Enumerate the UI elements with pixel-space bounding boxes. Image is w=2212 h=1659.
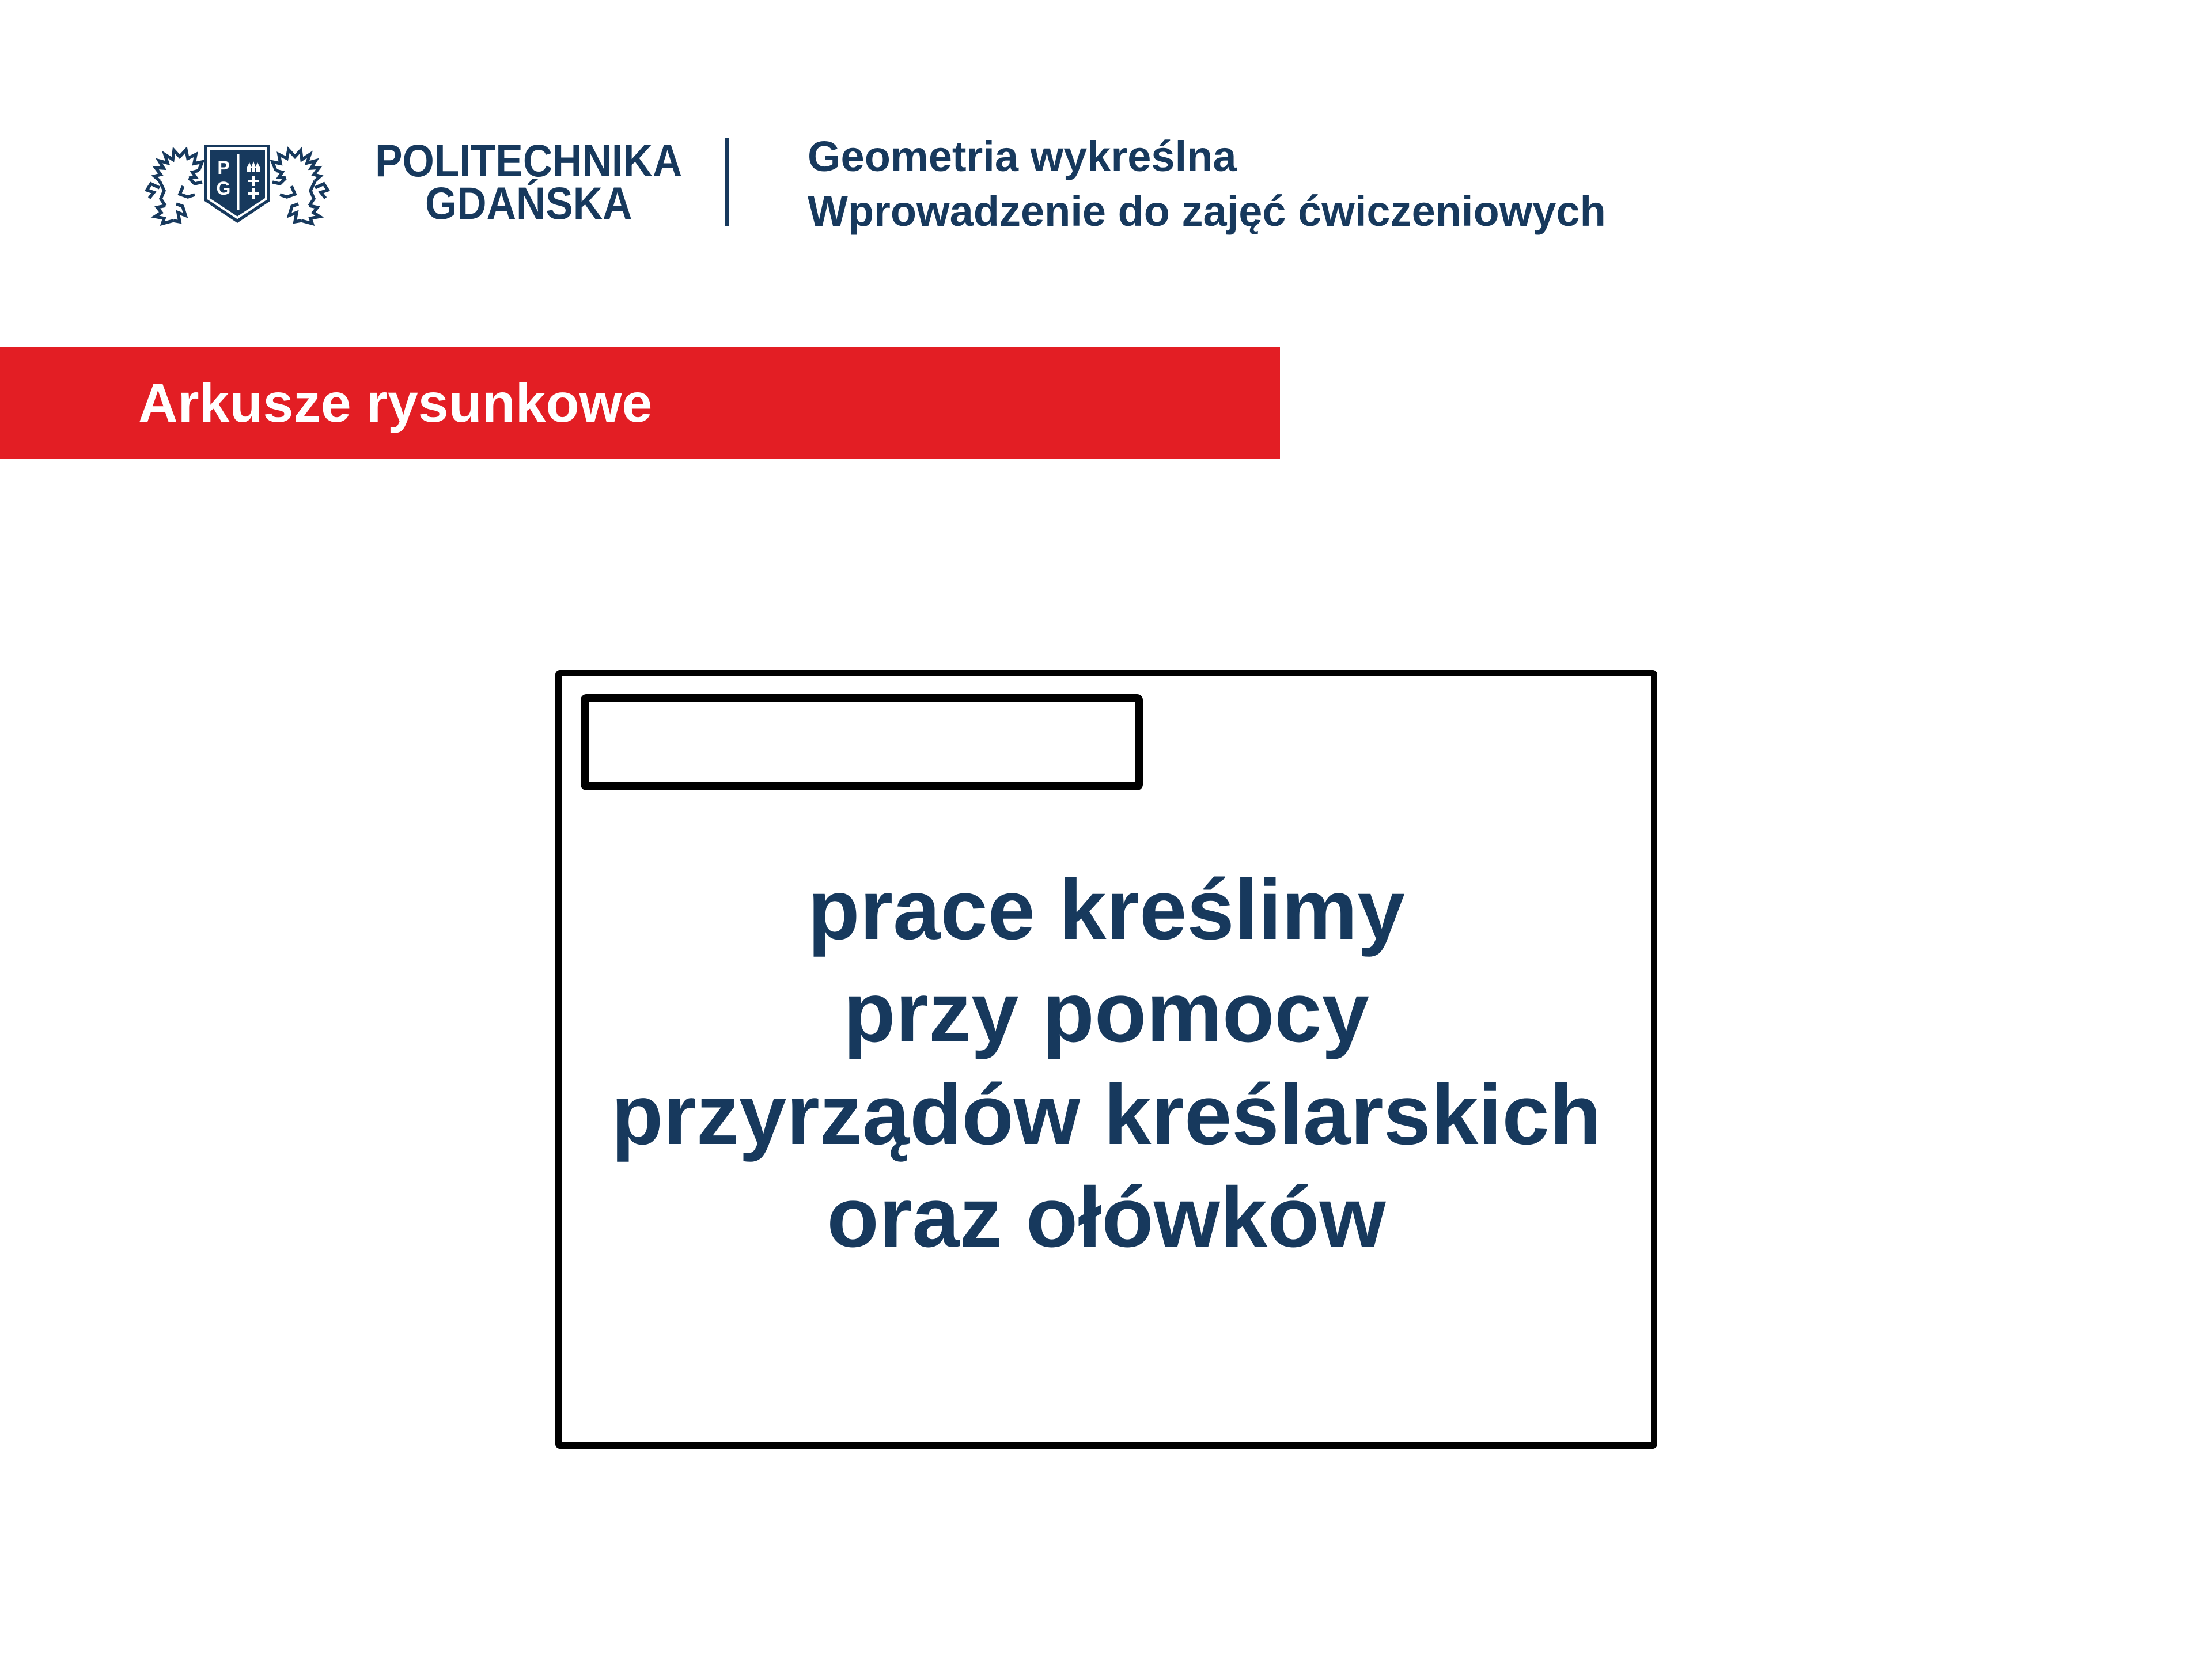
section-banner [0,347,1280,459]
sheet-text-line: prace kreślimy [808,862,1405,957]
sheet-text-line: przy pomocy [843,965,1369,1060]
lecture-subtitle: Wprowadzenie do zajęć ćwiczeniowych [808,187,1606,235]
sheet-title-block [581,694,1143,790]
drawing-sheet [555,670,1657,1449]
institution-line1: POLITECHNIKA [375,135,683,186]
section-banner-title: Arkusze rysunkowe [138,372,653,434]
lion-left-icon [147,150,202,224]
sheet-text [562,859,1651,1269]
lion-right-icon [272,150,328,224]
course-info [808,129,1606,238]
sheet-text-line: przyrządów kreślarskich [611,1067,1602,1162]
institution-name [372,135,685,229]
course-title: Geometria wykreślna [808,132,1237,180]
sheet-text-line: oraz ołówków [827,1170,1386,1265]
shield-letter-g: G [216,178,231,199]
shield-letter-p: P [217,157,230,178]
pg-shield-icon [204,145,270,223]
university-logo-icon [137,136,338,229]
header-divider [725,138,729,226]
institution-line2: GDAŃSKA [425,177,632,229]
